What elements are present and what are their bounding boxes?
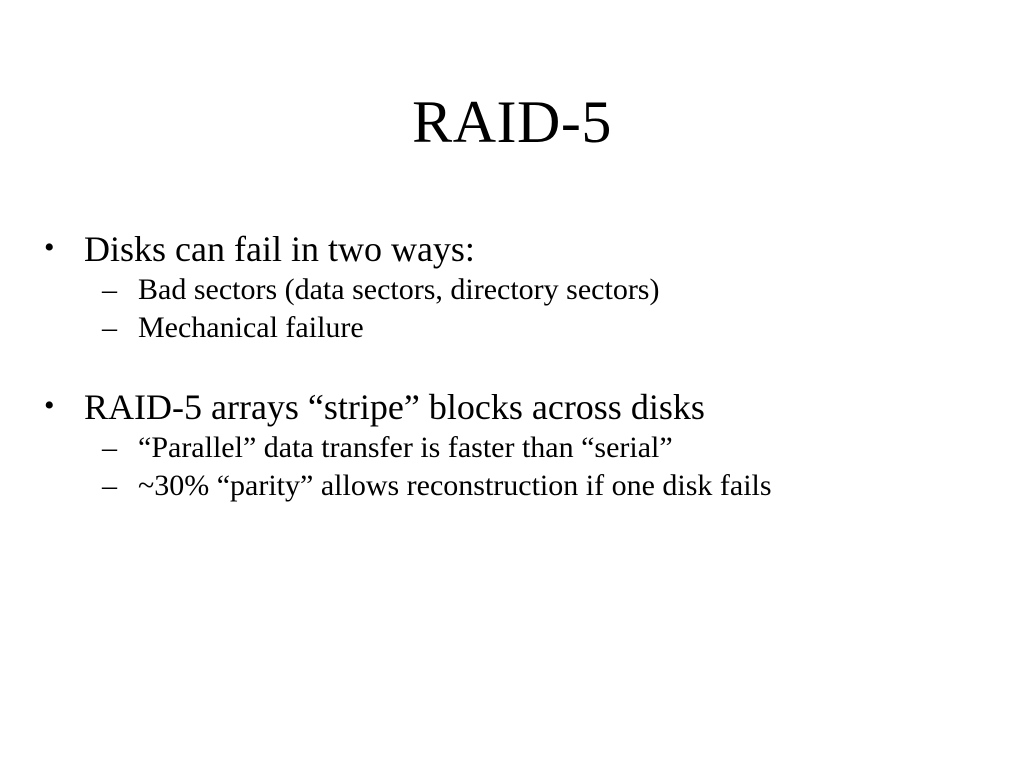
list-item bbox=[102, 468, 1000, 505]
dash-bullet-icon: – bbox=[102, 311, 117, 345]
list-item-label: Bad sectors (data sectors, directory sectors) bbox=[138, 273, 660, 307]
dash-bullet-icon: – bbox=[102, 431, 117, 465]
list-item-label: Mechanical failure bbox=[138, 311, 364, 345]
spacer bbox=[44, 348, 1000, 386]
page-title: RAID-5 bbox=[412, 89, 612, 155]
list-item-label: Disks can fail in two ways: bbox=[84, 229, 475, 269]
list-item-label: “Parallel” data transfer is faster than “serial” bbox=[138, 431, 673, 465]
dash-bullet-icon: – bbox=[102, 468, 117, 502]
list-item bbox=[102, 272, 1000, 309]
list-item bbox=[44, 228, 1000, 270]
dash-bullet-icon: – bbox=[102, 273, 117, 307]
list-item bbox=[102, 430, 1000, 467]
list-item bbox=[44, 386, 1000, 428]
slide-body bbox=[44, 228, 1000, 505]
bullet-icon: • bbox=[44, 231, 55, 264]
list-item bbox=[102, 310, 1000, 347]
list-item-label: RAID-5 arrays “stripe” blocks across disks bbox=[84, 386, 705, 427]
bullet-icon: • bbox=[44, 388, 55, 422]
list-item-label: ~30% “parity” allows reconstruction if one disk fails bbox=[138, 468, 772, 502]
